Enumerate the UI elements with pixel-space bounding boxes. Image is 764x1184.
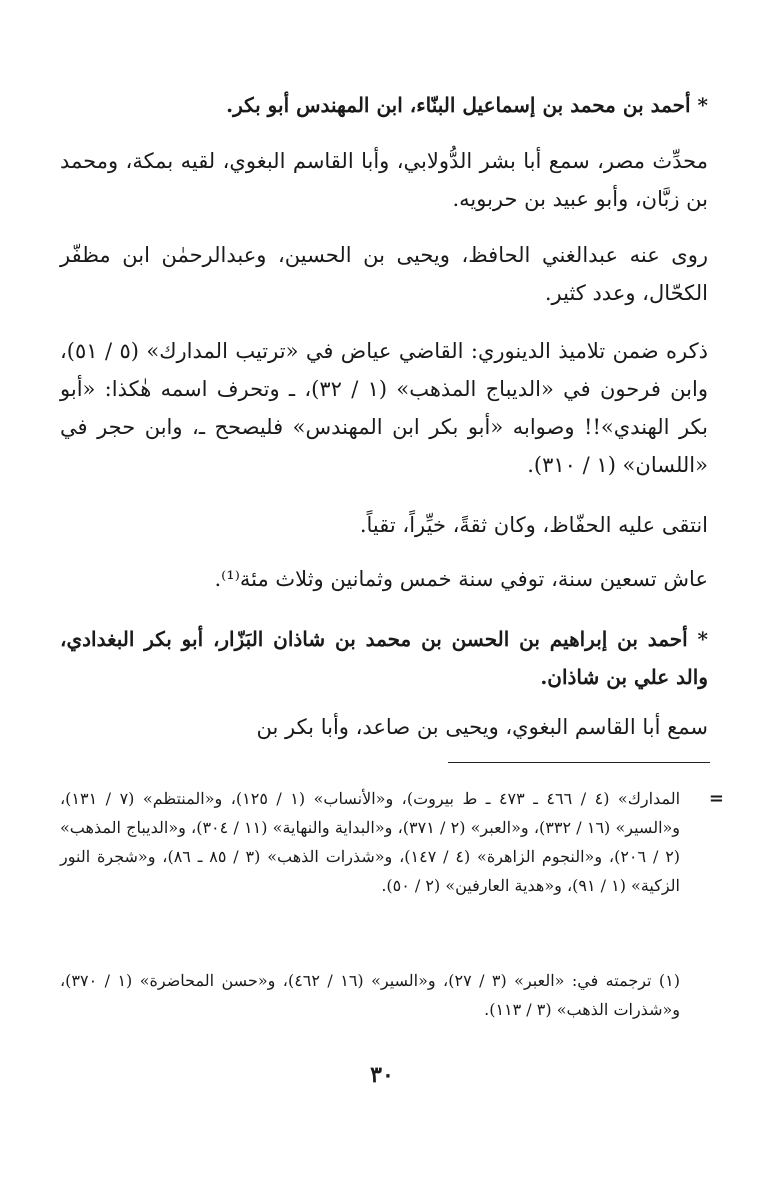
entry-1-paragraph-1: محدِّث مصر، سمع أبا بشر الدُّولابي، وأبا القاسم البغوي، لقيه بمكة، ومحمد بن زبَّان، وأبو عبيد بن حربويه. bbox=[60, 149, 708, 211]
footnote-continuation: المدارك» (٤ / ٤٦٦ ـ ٤٧٣ ـ ط بيروت)، و«الأنساب» (١ / ١٢٥)، و«المنتظم» (٧ / ١٣١)، و«السير» (١٦ / ٣٣٢)، و«العبر» (٢ / ٣٧١)، و«البداية والنهاية» (١١ / ٣٠٤)، و«الديباج المذهب» (٢ / ٢٠٦)، و«النجوم الزاهرة» (٤ / ١٤٧)، و«شذرات الذهب» (٣ / ٨٥ ـ ٨٦)، و«شجرة النور الزكية» (١ / ٩١)، و«هدية العارفين» (٢ / ٥٠). bbox=[60, 789, 681, 895]
entry-2-heading: * أحمد بن إبراهيم بن الحسن بن محمد بن شاذان البَزّار، أبو بكر البغدادي، والد علي بن شاذان. bbox=[60, 627, 708, 689]
footnote-separator bbox=[448, 762, 710, 763]
entry-1-paragraph-4: انتقى عليه الحفّاظ، وكان ثقةً، خيِّراً، تقياً. bbox=[359, 513, 708, 537]
entry-1-paragraph-2: روى عنه عبدالغني الحافظ، ويحيى بن الحسين، وعبدالرحمٰن ابن مظفّر الكحّال، وعدد كثير. bbox=[60, 243, 708, 305]
page-number: ٣٠ bbox=[370, 1062, 394, 1088]
entry-2-paragraph-1: سمع أبا القاسم البغوي، ويحيى بن صاعد، وأبا بكر بن bbox=[256, 715, 708, 739]
footnote-continuation-mark: = bbox=[708, 788, 724, 809]
entry-1-paragraph-5: عاش تسعين سنة، توفي سنة خمس وثمانين وثلاث مئة⁽¹⁾. bbox=[214, 567, 708, 591]
entry-1-paragraph-3: ذكره ضمن تلاميذ الدينوري: القاضي عياض في «ترتيب المدارك» (٥ / ٥١)، وابن فرحون في «الديباج المذهب» (١ / ٣٢)، ـ وتحرف اسمه هٰكذا: «أبو بكر الهندي»!! وصوابه «أبو بكر ابن المهندس» فليصحح ـ، وابن حجر في «اللسان» (١ / ٣١٠). bbox=[60, 339, 708, 477]
entry-1-heading: * أحمد بن محمد بن إسماعيل البنّاء، ابن المهندس أبو بكر. bbox=[226, 93, 708, 117]
footnote-1: (١) ترجمته في: «العبر» (٣ / ٢٧)، و«السير» (١٦ / ٤٦٢)، و«حسن المحاضرة» (١ / ٣٧٠)، و«شذرات الذهب» (٣ / ١١٣). bbox=[60, 971, 681, 1019]
